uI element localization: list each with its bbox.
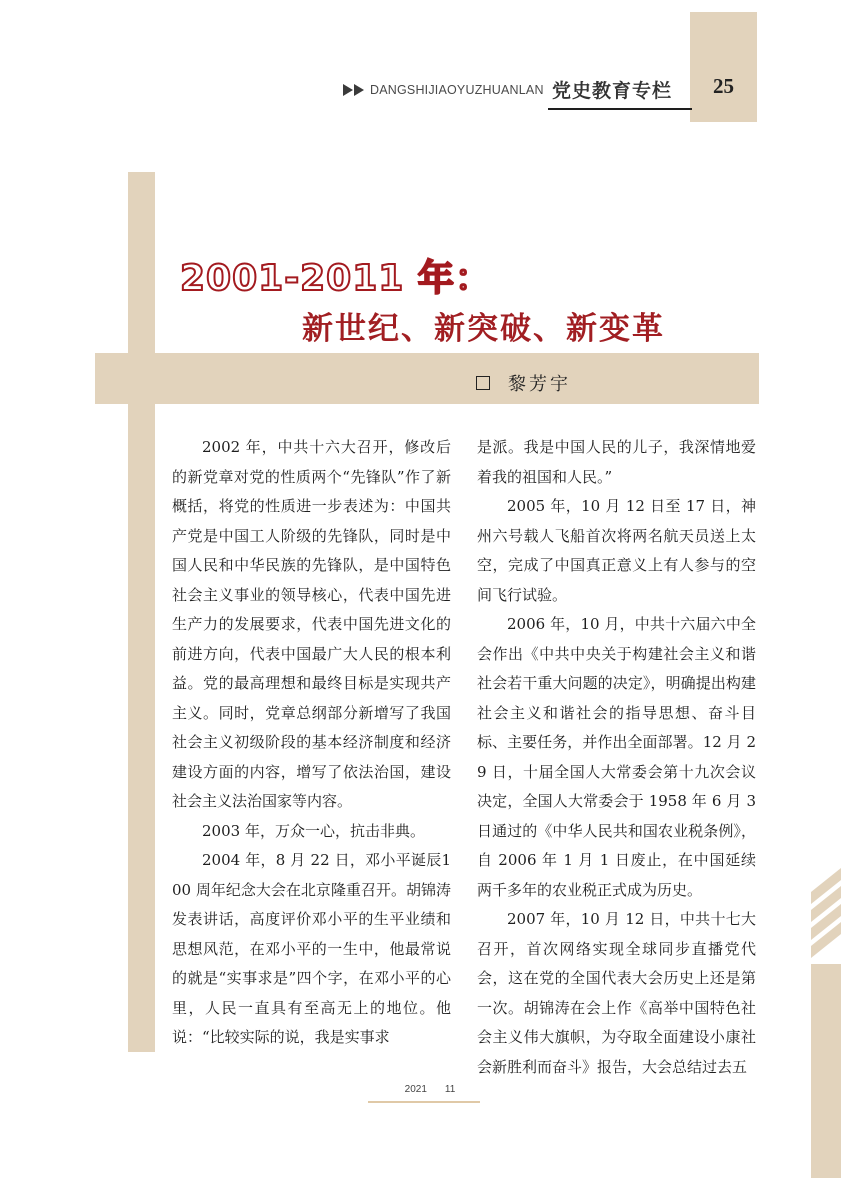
double-right-triangle-icon: [343, 84, 365, 96]
folio-issue: 11: [444, 1084, 456, 1095]
paragraph-2007: 2007 年，10 月 12 日，中共十七大召开，首次网络实现全球同步直播党代会，这在党的全国代表大会历史上还是第一次。胡锦涛在会上作《高举中国特色社会主义伟大旗帜，为夺取全面建设小康社会新胜利而奋斗》报告，大会总结过去五: [477, 910, 756, 1076]
page-number: 25: [713, 74, 734, 98]
paragraph-2005: 2005 年，10 月 12 日至 17 日，神州六号载人飞船首次将两名航天员送上太空，完成了中国真正意义上有人参与的空间飞行试验。: [477, 497, 756, 604]
author-band: [95, 353, 759, 404]
article-title-subtitle: 新世纪、新突破、新变革: [302, 311, 665, 347]
decorative-diagonal-stripes: [811, 868, 841, 1178]
article-column-right: [477, 433, 756, 1082]
article-column-left: [172, 433, 451, 1053]
header-rule: [548, 108, 692, 110]
paragraph-2006: 2006 年，10 月，中共十六届六中全会作出《中共中央关于构建社会主义和谐社会若干重大问题的决定》，明确提出构建社会主义和谐社会的指导思想、奋斗目标、主要任务，并作出全面部署。12 月 29 日，十届全国人大常委会第十九次会议决定，全国人大常委会于 1958 年 6 月 3 日通过的《中华人民共和国农业税条例》，自 2006 年 1 月 1 日废止，在中国延续两千多年的农业税正式成为历史。: [477, 615, 756, 899]
page-number-tab: [690, 12, 757, 122]
paragraph-2004: 2004 年，8 月 22 日，邓小平诞辰100 周年纪念大会在北京隆重召开。胡锦涛发表讲话，高度评价邓小平的生平业绩和思想风范，在邓小平的一生中，他最常说的就是“实事求是”四个字，在邓小平的心里，人民一直具有至高无上的地位。他说：“比较实际的说，我是实事求: [172, 851, 451, 1046]
issue-folio: [390, 1084, 470, 1095]
paragraph-2003: 2003 年，万众一心，抗击非典。: [202, 821, 425, 840]
column-name-latin: DANGSHIJIAOYUZHUANLAN: [370, 83, 544, 97]
decorative-vertical-bar: [128, 172, 155, 1052]
author-name: 黎芳宇: [508, 374, 571, 395]
folio-year: 2021: [404, 1084, 427, 1095]
paragraph-2002: 2002 年，中共十六大召开，修改后的新党章对党的性质两个“先锋队”作了新概括，将党的性质进一步表述为：中国共产党是中国工人阶级的先锋队，同时是中国人民和中华民族的先锋队，是中国特色社会主义事业的领导核心，代表中国先进生产力的发展要求，代表中国先进文化的前进方向，代表中国最广大人民的根本利益。党的最高理想和最终目标是实现共产主义。同时，党章总纲部分新增写了我国社会主义初级阶段的基本经济制度和经济建设方面的内容，增写了依法治国，建设社会主义法治国家等内容。: [172, 438, 451, 810]
paragraph-2004-continued: 是派。我是中国人民的儿子，我深情地爱着我的祖国和人民。”: [477, 438, 756, 486]
author-square-icon: [476, 376, 490, 390]
article-title-years: 2001-2011 年：: [180, 258, 492, 299]
folio-rule: [368, 1101, 480, 1103]
column-name: 党史教育专栏: [552, 80, 673, 102]
